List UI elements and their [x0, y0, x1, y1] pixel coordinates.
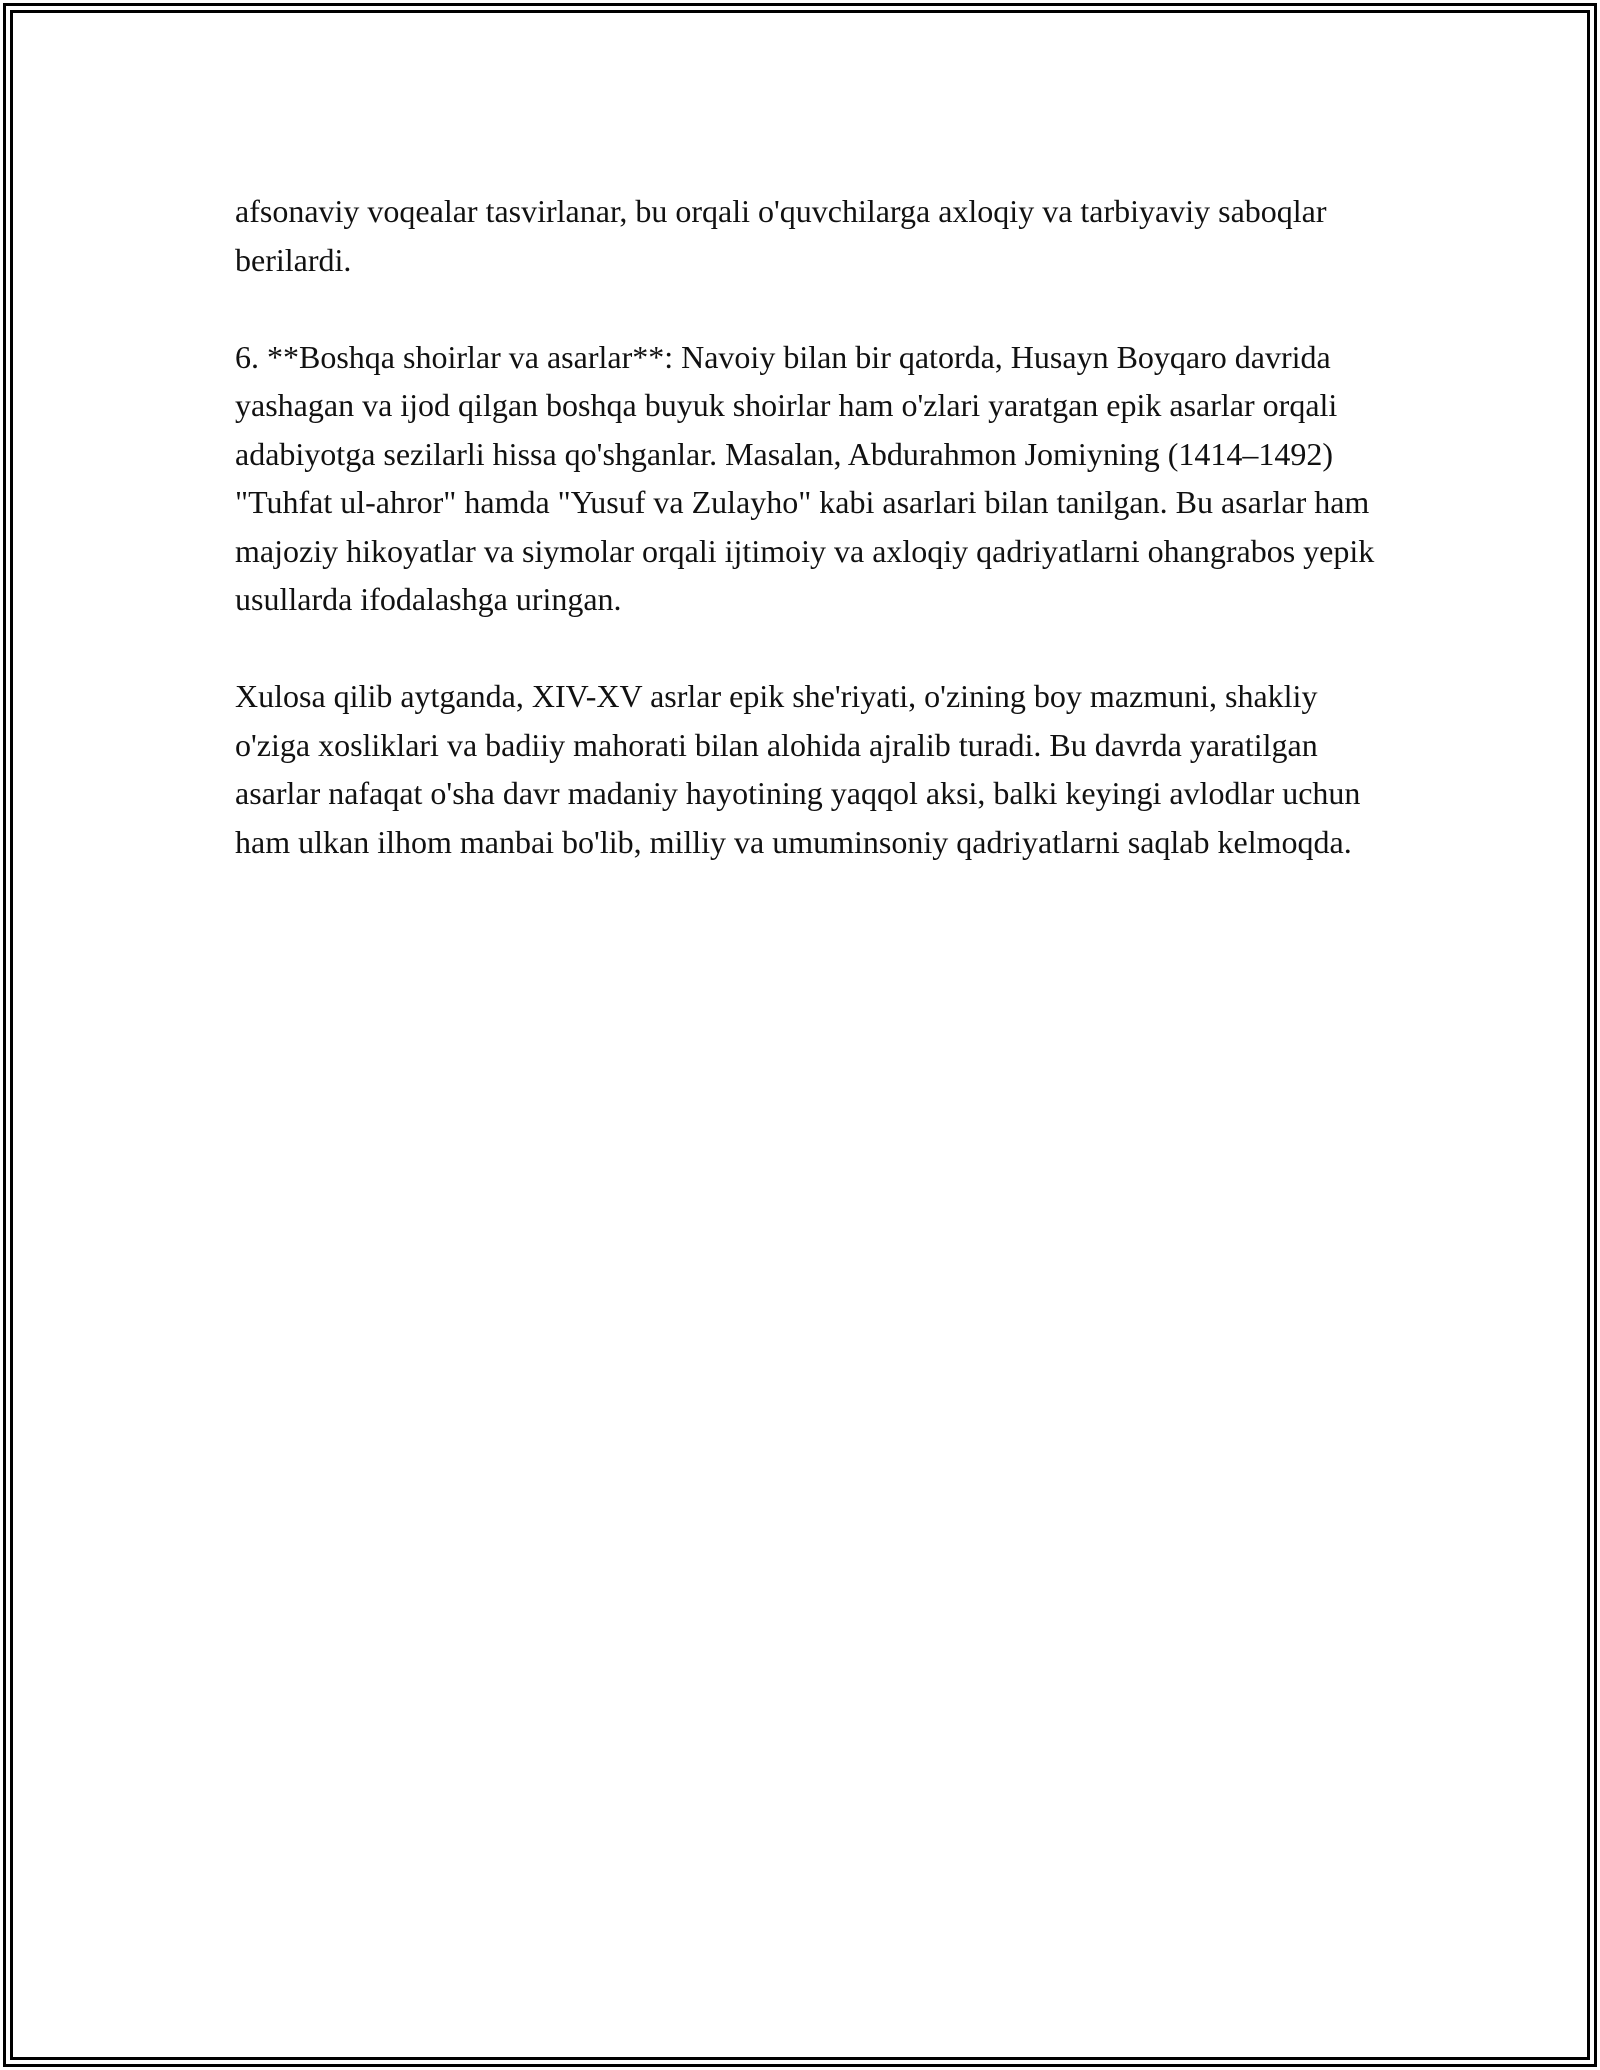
paragraph-continuation: afsonaviy voqealar tasvirlanar, bu orqali o'quvchilarga axloqiy va tarbiyaviy saboqlar berilardi.: [235, 193, 1327, 278]
document-body: [235, 187, 1380, 915]
paragraph-other-poets: 6. **Boshqa shoirlar va asarlar**: Navoiy bilan bir qatorda, Husayn Boyqaro davrida yashagan va ijod qilgan boshqa buyuk shoirlar ham o'zlari yaratgan epik asarlar orqali adabiyotga sezilarli hissa qo'shganlar. Masalan, Abdurahmon Jomiyning (1414–1492) "Tuhfat ul-ahror" hamda "Yusuf va Zulayho" kabi asarlari bilan tanilgan. Bu asarlar ham majoziy hikoyatlar va siymolar orqali ijtimoiy va axloqiy qadriyatlarni ohangrabos yepik usullarda ifodalashga uringan.: [235, 338, 1375, 617]
paragraph-conclusion: Xulosa qilib aytganda, XIV-XV asrlar epik she'riyati, o'zining boy mazmuni, shakliy o'ziga xosliklari va badiiy mahorati bilan alohida ajralib turadi. Bu davrda yaratilgan asarlar nafaqat o'sha davr madaniy hayotining yaqqol aksi, balki keyingi avlodlar uchun ham ulkan ilhom manbai bo'lib, milliy va umuminsoniy qadriyatlarni saqlab kelmoqda.: [235, 678, 1361, 860]
